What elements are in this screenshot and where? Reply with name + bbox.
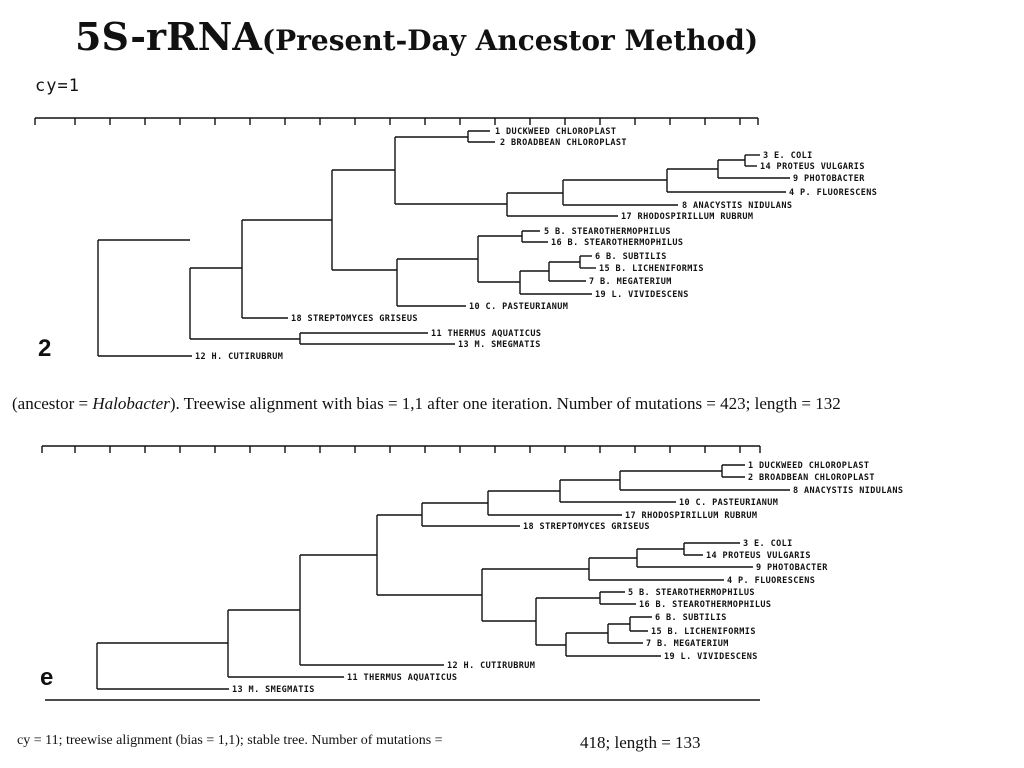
leaf-label: 3 E. COLI (763, 151, 813, 161)
title-main: 5S-rRNA (75, 14, 262, 59)
leaf-label: 17 RHODOSPIRILLUM RUBRUM (625, 511, 758, 521)
leaf-label: 4 P. FLUORESCENS (789, 188, 878, 198)
leaf-label: 8 ANACYSTIS NIDULANS (682, 201, 793, 211)
cy-label-top: cy=1 (35, 76, 80, 96)
leaf-labels-bottom (232, 461, 903, 695)
leaf-label: 15 B. LICHENIFORMIS (599, 264, 704, 274)
leaf-label: 6 B. SUBTILIS (655, 613, 727, 623)
leaf-label: 17 RHODOSPIRILLUM RUBRUM (621, 212, 754, 222)
leaf-label: 3 E. COLI (743, 539, 793, 549)
leaf-label: 10 C. PASTEURIANUM (679, 498, 779, 508)
caption-bottom-result: 418; length = 133 (580, 733, 701, 752)
leaf-label: 7 B. MEGATERIUM (589, 277, 672, 287)
leaf-label: 16 B. STEAROTHERMOPHILUS (639, 600, 772, 610)
leaf-label: 11 THERMUS AQUATICUS (431, 329, 542, 339)
caption-bottom: cy = 11; treewise alignment (bias = 1,1); stable tree. Number of mutations = (17, 733, 443, 748)
leaf-label: 4 P. FLUORESCENS (727, 576, 816, 586)
leaf-label: 1 DUCKWEED CHLOROPLAST (495, 127, 617, 137)
leaf-label: 19 L. VIVIDESCENS (664, 652, 758, 662)
caption-top-pre: (ancestor = (12, 394, 93, 413)
leaf-label: 2 BROADBEAN CHLOROPLAST (500, 138, 627, 148)
leaf-label: 16 B. STEAROTHERMOPHILUS (551, 238, 684, 248)
leaf-label: 18 STREPTOMYCES GRISEUS (523, 522, 650, 532)
leaf-label: 8 ANACYSTIS NIDULANS (793, 486, 904, 496)
leaf-label: 9 PHOTOBACTER (793, 174, 865, 184)
leaf-label: 6 B. SUBTILIS (595, 252, 667, 262)
leaf-label: 15 B. LICHENIFORMIS (651, 627, 756, 637)
leaf-label: 9 PHOTOBACTER (756, 563, 828, 573)
caption-top-post: ). Treewise alignment with bias = 1,1 after one iteration. Number of mutations = 423; length = 132 (169, 394, 841, 413)
panel-label-bottom: e (40, 664, 54, 691)
leaf-label: 14 PROTEUS VULGARIS (706, 551, 811, 561)
leaf-label: 14 PROTEUS VULGARIS (760, 162, 865, 172)
leaf-label: 7 B. MEGATERIUM (646, 639, 729, 649)
leaf-label: 11 THERMUS AQUATICUS (347, 673, 458, 683)
leaf-label: 1 DUCKWEED CHLOROPLAST (748, 461, 870, 471)
leaf-label: 12 H. CUTIRUBRUM (447, 661, 536, 671)
scale-ruler-bottom (42, 446, 760, 453)
leaf-label: 18 STREPTOMYCES GRISEUS (291, 314, 418, 324)
caption-top-italic: Halobacter (92, 394, 170, 413)
leaf-label: 5 B. STEAROTHERMOPHILUS (628, 588, 755, 598)
leaf-label: 13 M. SMEGMATIS (458, 340, 541, 350)
leaf-label: 5 B. STEAROTHERMOPHILUS (544, 227, 671, 237)
panel-label-top: 2 (38, 335, 52, 362)
leaf-label: 10 C. PASTEURIANUM (469, 302, 569, 312)
title-subtitle: (Present-Day Ancestor Method) (261, 24, 759, 57)
leaf-label: 19 L. VIVIDESCENS (595, 290, 689, 300)
leaf-label: 12 H. CUTIRUBRUM (195, 352, 284, 362)
leaf-label: 2 BROADBEAN CHLOROPLAST (748, 473, 875, 483)
leaf-label: 13 M. SMEGMATIS (232, 685, 315, 695)
